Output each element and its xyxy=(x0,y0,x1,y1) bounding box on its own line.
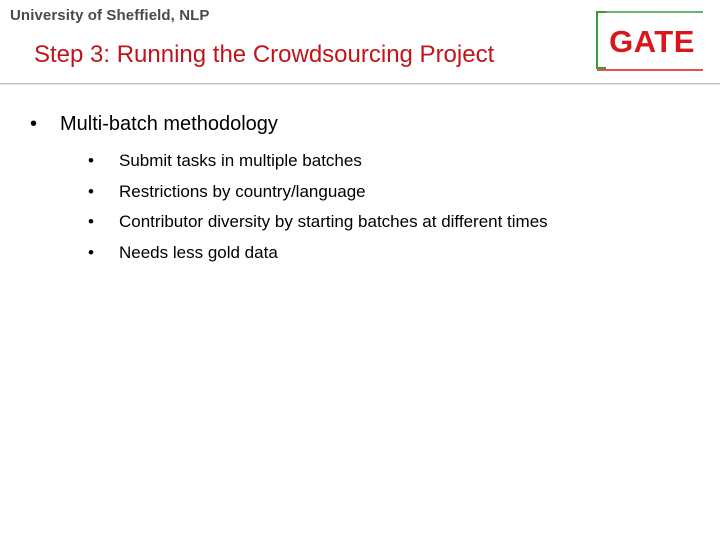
logo-text: GATE xyxy=(609,24,695,59)
logo-left-bracket xyxy=(597,12,606,68)
sub-bullet-text: Contributor diversity by starting batches at different times xyxy=(119,212,548,232)
bullet-glyph: • xyxy=(88,181,94,201)
list-item xyxy=(88,238,548,269)
sub-bullet-text: Restrictions by country/language xyxy=(119,181,366,201)
gate-logo xyxy=(594,8,706,72)
sub-bullet-list xyxy=(88,146,548,268)
header-divider-shadow xyxy=(0,84,720,85)
main-bullet-text: Multi-batch methodology xyxy=(60,113,278,135)
bullet-glyph: • xyxy=(88,242,94,262)
organization-header: University of Sheffield, NLP xyxy=(10,7,210,24)
bullet-glyph: • xyxy=(30,113,38,135)
sub-bullet-text: Needs less gold data xyxy=(119,242,278,262)
list-item xyxy=(88,177,548,208)
main-bullet xyxy=(30,113,278,136)
bullet-glyph: • xyxy=(88,151,94,171)
bullet-glyph: • xyxy=(88,212,94,232)
sub-bullet-text: Submit tasks in multiple batches xyxy=(119,151,362,171)
slide-title: Step 3: Running the Crowdsourcing Project xyxy=(34,41,495,68)
list-item xyxy=(88,207,548,238)
list-item xyxy=(88,146,548,177)
